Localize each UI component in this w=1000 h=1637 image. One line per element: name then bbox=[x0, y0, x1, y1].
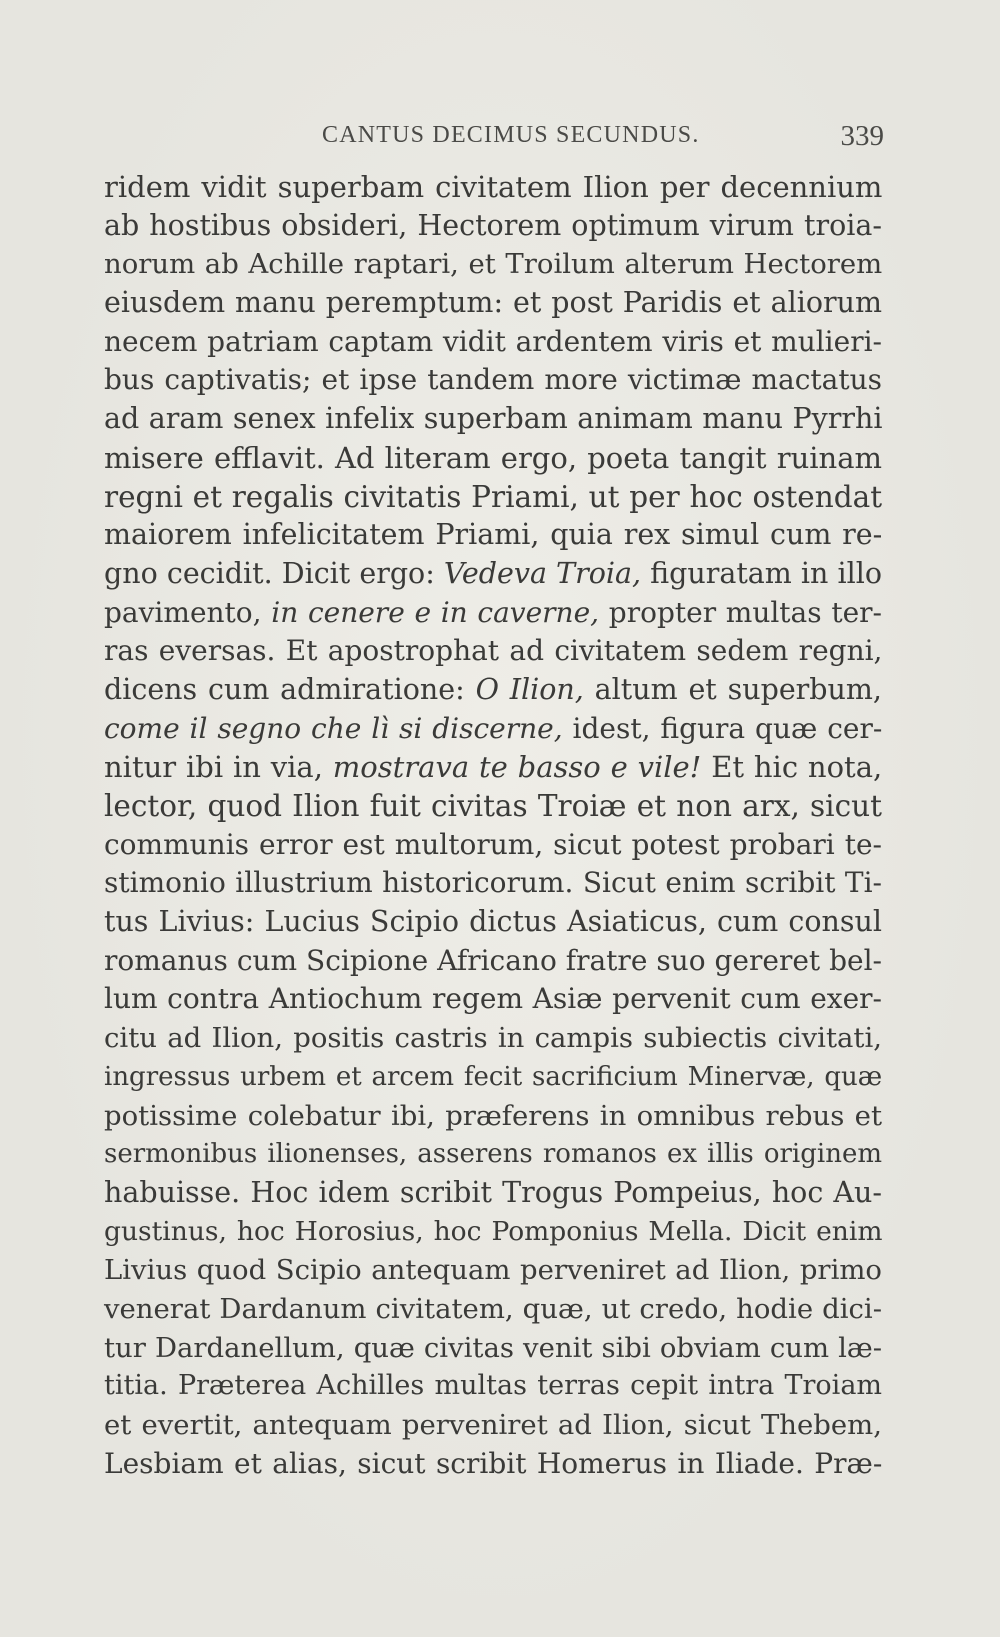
text-line bbox=[104, 555, 882, 594]
text-segment: communis error est multorum, sicut potest probari te- bbox=[104, 827, 882, 861]
text-line bbox=[104, 361, 882, 400]
text-segment: titia. Præterea Achilles multas terras cepit intra Troiam bbox=[104, 1370, 883, 1402]
text-segment: Et hic nota, bbox=[701, 750, 883, 785]
italic-quote: Vedeva Troia, bbox=[443, 556, 642, 590]
text-line bbox=[104, 710, 882, 749]
text-segment: bus captivatis; et ipse tandem more victimæ mactatus bbox=[104, 363, 882, 397]
text-line bbox=[104, 1290, 882, 1329]
text-line bbox=[104, 1406, 882, 1445]
text-line bbox=[104, 1058, 882, 1097]
text-segment: lum contra Antiochum regem Asiæ pervenit cum exer- bbox=[104, 982, 882, 1016]
text-segment: gustinus, hoc Horosius, hoc Pomponius Mella. Dicit enim bbox=[104, 1215, 883, 1247]
text-segment: potissime colebatur ibi, præferens in omnibus rebus et bbox=[104, 1099, 882, 1132]
text-line bbox=[104, 1367, 882, 1406]
text-segment: Lesbiam et alias, sicut scribit Homerus in Iliade. Præ- bbox=[104, 1446, 883, 1480]
text-line bbox=[104, 400, 882, 439]
text-line bbox=[104, 1097, 882, 1136]
text-line bbox=[104, 1251, 882, 1290]
running-head: CANTUS DECIMUS SECUNDUS. bbox=[322, 122, 700, 148]
text-line bbox=[104, 1329, 882, 1368]
text-segment: pavimento, bbox=[104, 595, 272, 629]
body-text bbox=[104, 168, 882, 1483]
text-segment: maiorem infelicitatem Priami, quia rex simul cum re- bbox=[104, 518, 883, 552]
text-line bbox=[104, 284, 882, 323]
text-line bbox=[104, 516, 882, 555]
text-segment: propter multas ter- bbox=[599, 595, 882, 629]
text-segment: venerat Dardanum civitatem, quæ, ut credo, hodie dici- bbox=[104, 1292, 883, 1325]
text-line bbox=[104, 826, 882, 865]
italic-quote: O Ilion, bbox=[475, 672, 584, 706]
text-line bbox=[104, 1445, 882, 1484]
text-segment: figuratam in illo bbox=[641, 556, 882, 590]
text-segment: et evertit, antequam perveniret ad Ilion, sicut Thebem, bbox=[104, 1409, 882, 1441]
text-line bbox=[104, 478, 882, 517]
text-segment: eiusdem manu peremptum: et post Paridis et aliorum bbox=[104, 286, 882, 320]
italic-quote: come il segno che lì si discerne, bbox=[104, 711, 563, 745]
italic-quote: mostrava te basso e vile! bbox=[332, 750, 702, 785]
text-line bbox=[104, 748, 882, 787]
text-line bbox=[104, 594, 882, 633]
text-line bbox=[104, 903, 882, 942]
text-segment: idest, figura quæ cer- bbox=[562, 711, 883, 745]
text-segment: altum et superbum, bbox=[583, 672, 882, 706]
text-line bbox=[104, 1019, 882, 1058]
text-line bbox=[104, 632, 882, 671]
text-segment: citu ad Ilion, positis castris in campis subiectis civitati, bbox=[104, 1022, 882, 1055]
text-segment: dicens cum admiratione: bbox=[104, 672, 476, 706]
page-number: 339 bbox=[840, 120, 884, 152]
text-line bbox=[104, 168, 882, 207]
text-segment: tur Dardanellum, quæ civitas venit sibi obviam cum læ- bbox=[104, 1331, 882, 1364]
text-segment: stimonio illustrium historicorum. Sicut enim scribit Ti- bbox=[104, 866, 882, 900]
text-line bbox=[104, 864, 882, 903]
text-segment: ad aram senex infelix superbam animam manu Pyrrhi bbox=[104, 402, 883, 436]
text-segment: lector, quod Ilion fuit civitas Troiæ et non arx, sicut bbox=[104, 789, 882, 823]
text-line bbox=[104, 1135, 882, 1174]
text-segment: nitur ibi in via, bbox=[104, 750, 333, 785]
text-segment: romanus cum Scipione Africano fratre suo gereret bel- bbox=[104, 943, 882, 977]
text-segment: gno cecidit. Dicit ergo: bbox=[104, 556, 444, 590]
text-line bbox=[104, 245, 882, 284]
text-segment: sermonibus ilionenses, asserens romanos ex illis originem bbox=[104, 1139, 882, 1170]
text-line bbox=[104, 980, 882, 1019]
text-segment: norum ab Achille raptari, et Troilum alterum Hectorem bbox=[104, 248, 883, 281]
text-line bbox=[104, 323, 882, 362]
text-segment: Livius quod Scipio antequam perveniret ad Ilion, primo bbox=[104, 1254, 882, 1287]
text-line bbox=[104, 671, 882, 710]
text-segment: ridem vidit superbam civitatem Ilion per decennium bbox=[104, 170, 883, 204]
text-segment: habuisse. Hoc idem scribit Trogus Pompeius, hoc Au- bbox=[104, 1175, 882, 1209]
text-segment: misere efflavit. Ad literam ergo, poeta tangit ruinam bbox=[104, 440, 882, 475]
text-segment: ras eversas. Et apostrophat ad civitatem sedem regni, bbox=[104, 634, 883, 668]
page-header bbox=[322, 120, 884, 160]
text-line bbox=[104, 207, 882, 246]
italic-quote: in cenere e in caverne, bbox=[271, 595, 600, 629]
text-segment: tus Livius: Lucius Scipio dictus Asiaticus, cum consul bbox=[104, 905, 882, 939]
text-segment: necem patriam captam vidit ardentem viris et mulieri- bbox=[104, 324, 883, 358]
text-segment: ingressus urbem et arcem fecit sacrificium Minervæ, quæ bbox=[104, 1061, 883, 1092]
text-line bbox=[104, 439, 882, 478]
text-line bbox=[104, 787, 882, 826]
text-segment: ab hostibus obsideri, Hectorem optimum virum troia- bbox=[104, 208, 882, 242]
text-line bbox=[104, 942, 882, 981]
text-line bbox=[104, 1174, 882, 1213]
text-segment: regni et regalis civitatis Priami, ut per hoc ostendat bbox=[104, 479, 883, 514]
text-line bbox=[104, 1213, 882, 1252]
